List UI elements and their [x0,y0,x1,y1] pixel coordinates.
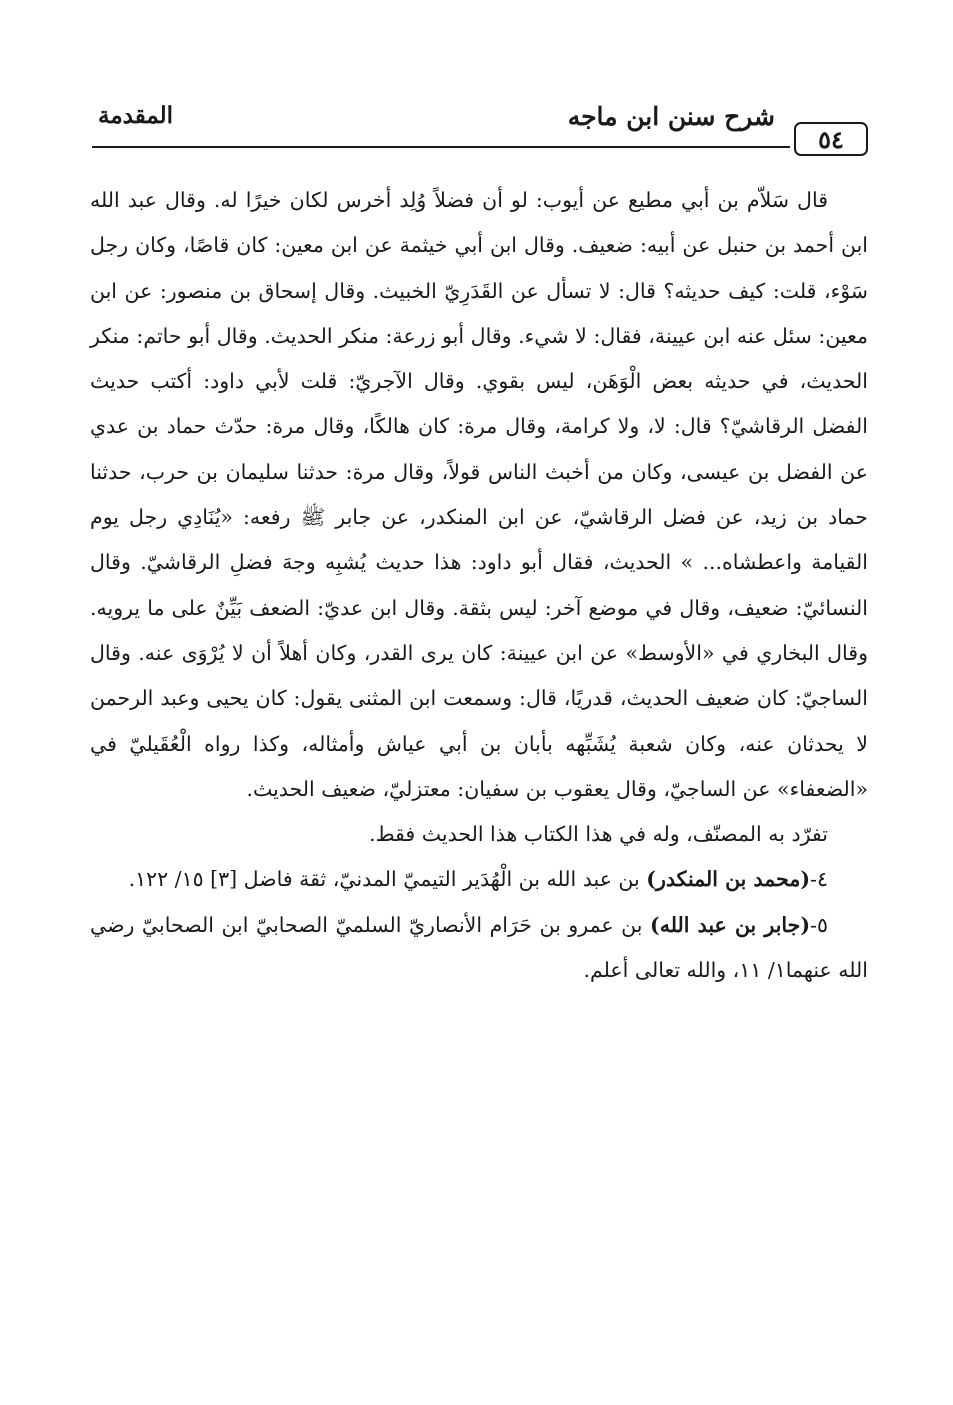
narrator-4-number: ٤- [810,867,828,892]
book-title: شرح سنن ابن ماجه [567,102,775,131]
paragraph-note: تفرّد به المصنّف، وله في هذا الكتاب هذا الحديث فقط. [369,822,828,847]
narrator-4-name: (محمد بن المنكدر) [646,867,811,892]
page-header [92,98,870,160]
section-title: المقدمة [98,102,174,129]
paragraph-narrator-5 [90,903,868,994]
paragraph-narrations: قال سَلاّم بن أبي مطيع عن أيوب: لو أن فضلاً وُلِد أخرس لكان خيرًا له. وقال عبد الله ابن أحمد بن حنبل عن أبيه: ضعيف. وقال ابن أبي خيثمة عن ابن معين: كان قاصًا، وكان رجل سَوْء، قلت: كيف حديثه؟ قال: لا تسأل عن القَدَرِيّ الخبيث. وقال إسحاق بن منصور: عن ابن معين: سئل عنه ابن عيينة، فقال: لا شيء. وقال أبو زرعة: منكر الحديث. وقال أبو حاتم: منكر الحديث، في حديثه بعض الْوَهَن، ليس بقوي. وقال الآجريّ: قلت لأبي داود: أكتب حديث الفضل الرقاشيّ؟ قال: لا، ولا كرامة، وقال مرة: كان هالكًا، وقال مرة: حدّث حماد بن عدي عن الفضل بن عيسى، وكان من أخبث الناس قولاً، وقال مرة: حدثنا سليمان بن حرب، حدثنا حماد بن زيد، عن فضل الرقاشيّ، عن ابن المنكدر، عن جابر ﷺ رفعه: «يُنَادِي رجل يوم القيامة واعطشاه... » الحديث، فقال أبو داود: هذا حديث يُشبِه وجهَ فضلِ الرقاشيّ. وقال النسائيّ: ضعيف، وقال في موضع آخر: ليس بثقة. وقال ابن عديّ: الضعف بَيِّنٌ على ما يرويه. وقال البخاري في «الأوسط» عن ابن عيينة: كان يرى القدر، وكان أهلاً أن لا يُرْوَى عنه. وقال الساجيّ: كان ضعيف الحديث، قدريًا، قال: وسمعت ابن المثنى يقول: كان يحيى وعبد الرحمن لا يحدثان عنه، وكان شعبة يُشَبِّهه بأبان بن أبي عياش وأمثاله، وكذا رواه الْعُقَيليّ في «الضعفاء» عن الساجيّ، وقال يعقوب بن سفيان: معتزليّ، ضعيف الحديث. [90,188,868,801]
header-rule [92,146,790,148]
narrator-4-details: بن عبد الله بن الْهُدَير التيميّ المدنيّ، ثقة فاضل [٣] ١٥/ ١٢٢. [128,867,647,892]
paragraph-narrator-4 [90,857,868,902]
narrator-5-name: (جابر بن عبد الله) [650,912,811,937]
narrator-5-number: ٥- [810,912,828,937]
page-number: ٥٤ [794,122,868,156]
narrator-5-details: بن عمرو بن حَرَام الأنصاريّ السلميّ الصحابيّ ابن الصحابيّ رضي الله عنهما١/ ١١، والله تعالى أعلم. [90,912,868,983]
page-body [90,178,868,993]
